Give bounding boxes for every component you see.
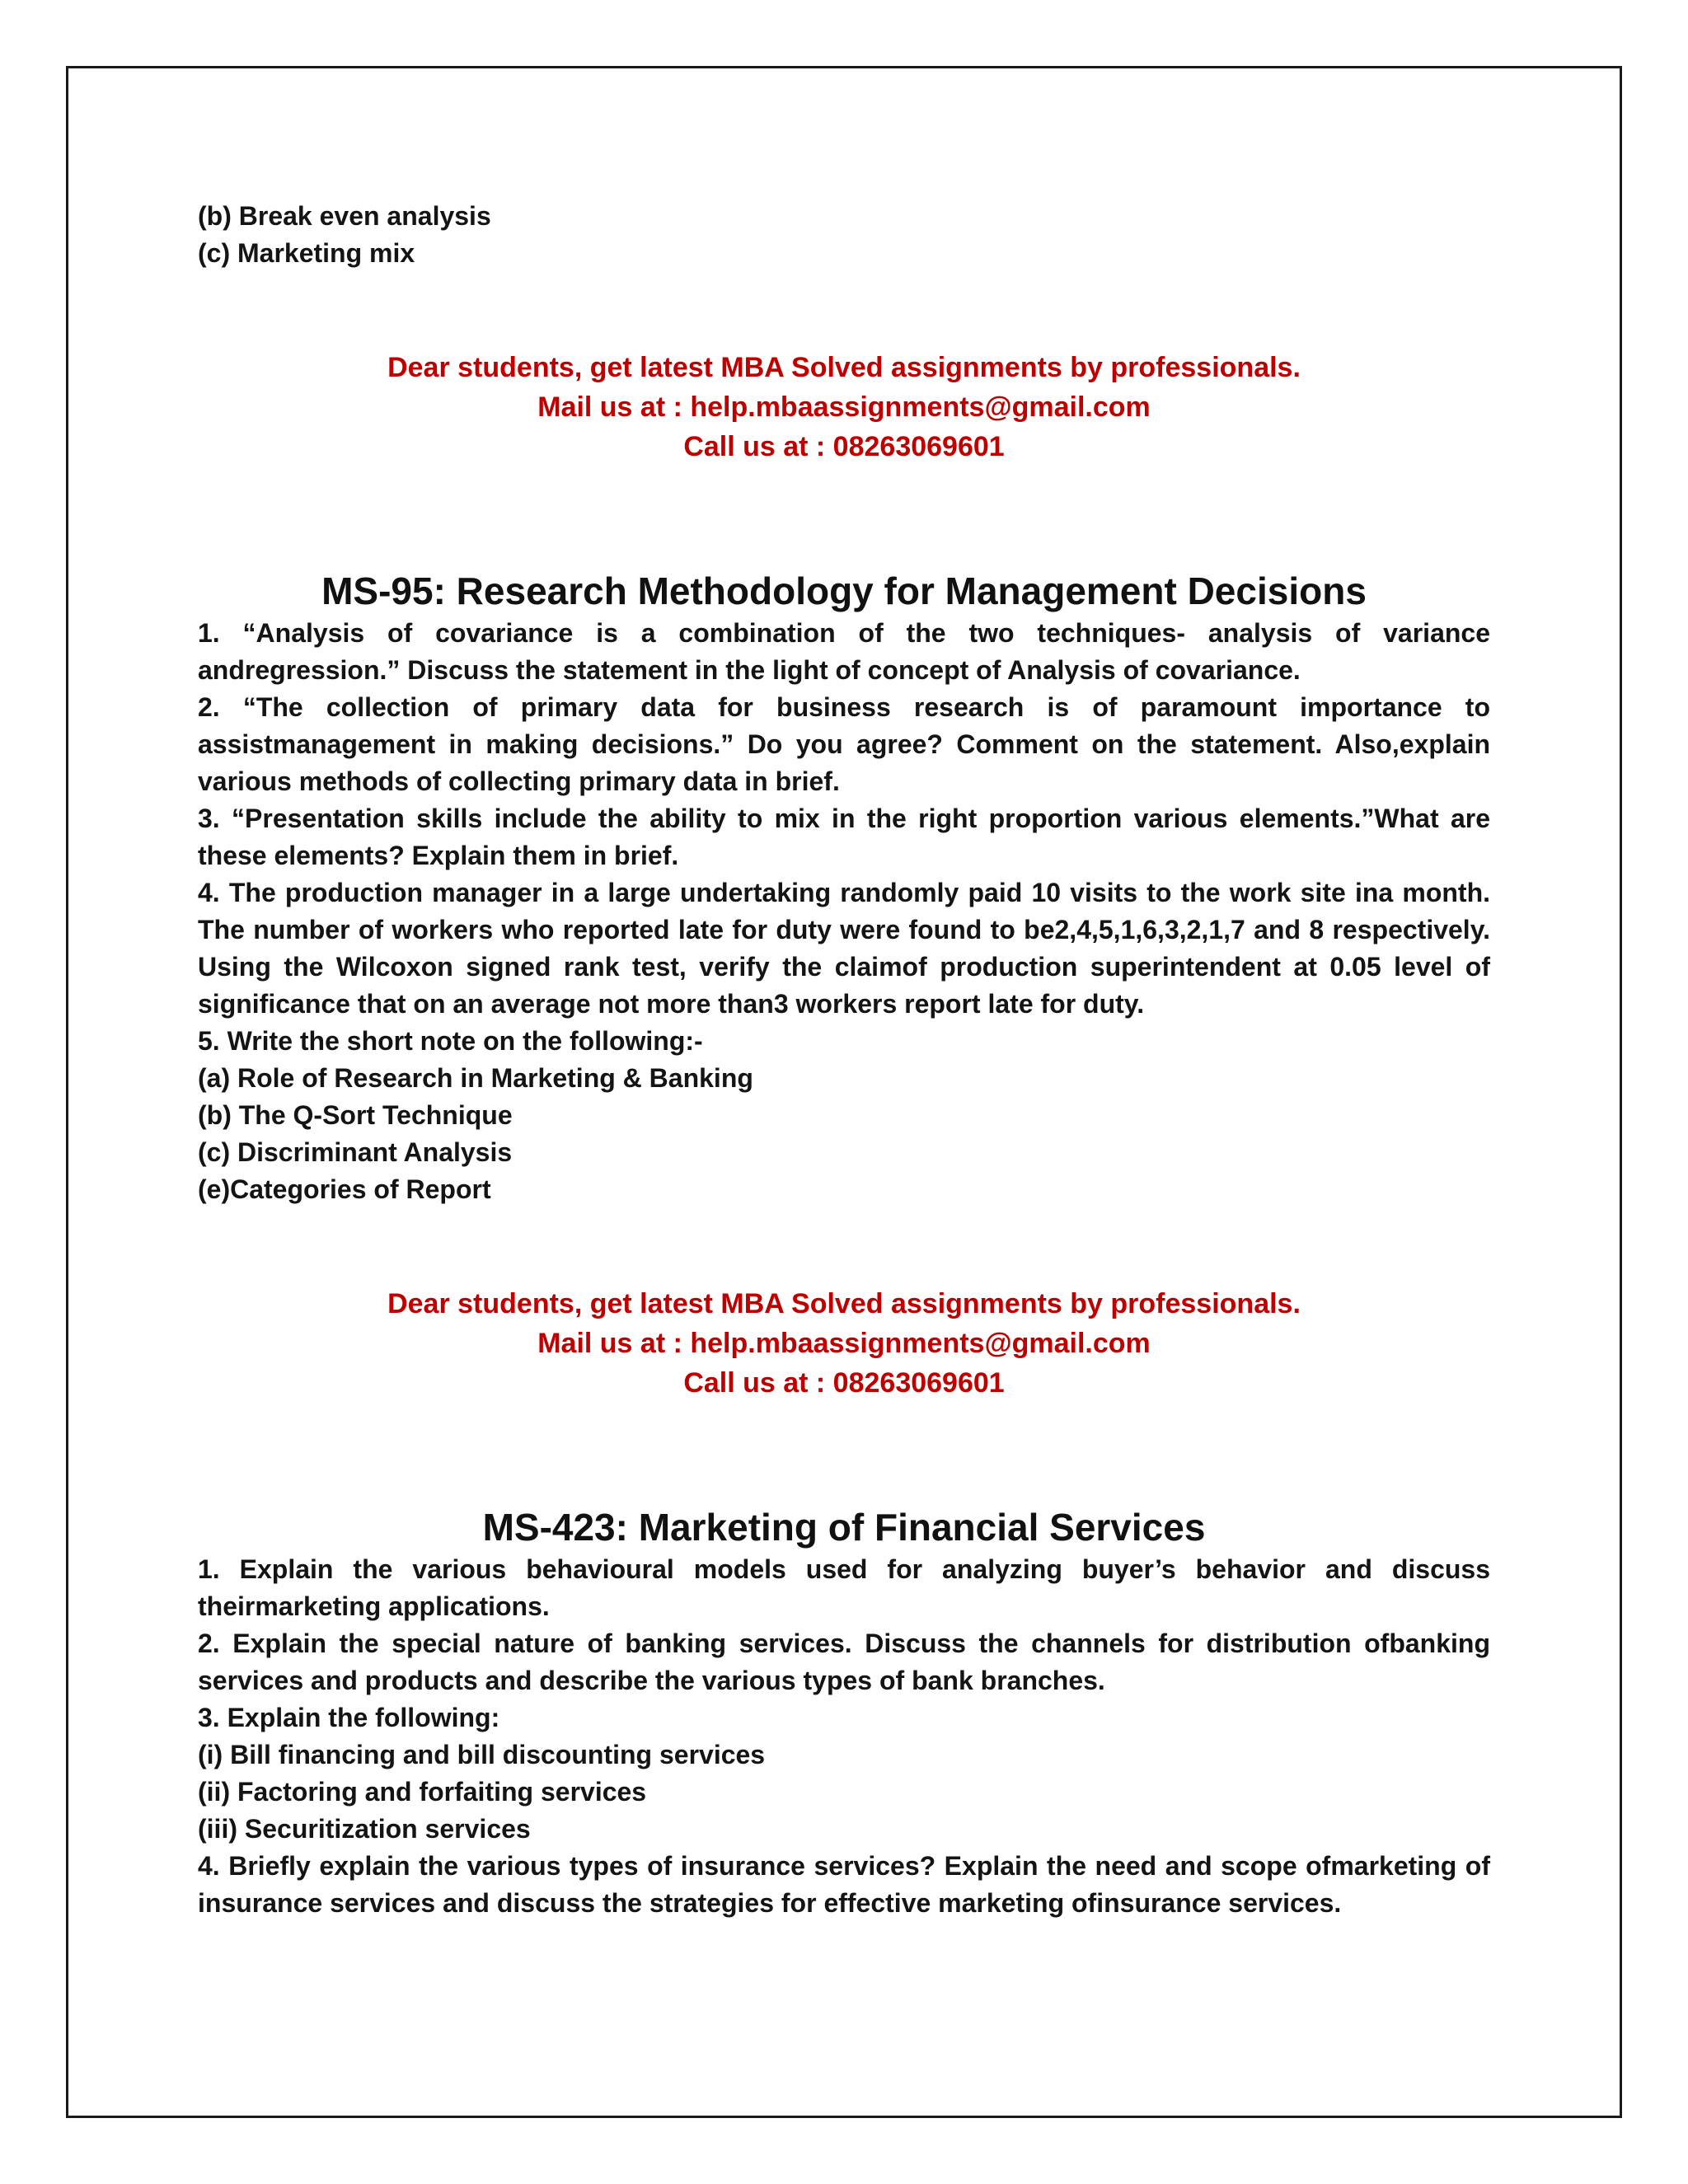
question-5: 5. Write the short note on the following:- [198, 1026, 703, 1056]
list-item: (i) Bill financing and bill discounting services [198, 1740, 766, 1769]
promo-phone: Call us at : 08263069601 [683, 1367, 1005, 1399]
promo-email: Mail us at : help.mbaassignments@gmail.com [537, 391, 1151, 423]
question-2: 2. “The collection of primary data for business research is of paramount importance to assistmanagement in making decisions.” Do you agree? Comment on the statement. Also,explain various methods of collecting primary data in brief. [198, 692, 1498, 796]
promo-headline: Dear students, get latest MBA Solved assignments by professionals. [387, 1288, 1301, 1319]
list-item: (ii) Factoring and forfaiting services [198, 1777, 647, 1807]
list-item: (e)Categories of Report [198, 1174, 491, 1204]
promo-block [198, 1284, 1490, 1403]
question-1: 1. Explain the various behavioural models used for analyzing buyer’s behavior and discuss theirmarketing applications. [198, 1554, 1498, 1621]
section-title-ms423: MS-423: Marketing of Financial Services [482, 1506, 1206, 1549]
promo-block [198, 348, 1490, 466]
list-item: (iii) Securitization services [198, 1814, 531, 1844]
promo-email: Mail us at : help.mbaassignments@gmail.com [537, 1328, 1151, 1359]
question-4: 4. Briefly explain the various types of insurance services? Explain the need and scope ofmarketing of insurance services and discuss the strategies for effective marketing ofinsurance services. [198, 1851, 1498, 1918]
promo-headline: Dear students, get latest MBA Solved assignments by professionals. [387, 352, 1301, 383]
list-item: (b) The Q-Sort Technique [198, 1100, 513, 1130]
list-item: (c) Marketing mix [198, 238, 415, 268]
document-body [198, 198, 1498, 1922]
list-item: (b) Break even analysis [198, 201, 491, 231]
question-3: 3. “Presentation skills include the ability to mix in the right proportion various elements.”What are these elements? Explain them in brief. [198, 804, 1498, 870]
question-3: 3. Explain the following: [198, 1703, 500, 1732]
section-title-ms95: MS-95: Research Methodology for Management Decisions [321, 569, 1367, 612]
promo-phone: Call us at : 08263069601 [683, 431, 1005, 462]
question-1: 1. “Analysis of covariance is a combination of the two techniques- analysis of variance andregression.” Discuss the statement in the light of concept of Analysis of covariance. [198, 618, 1498, 685]
list-item: (c) Discriminant Analysis [198, 1137, 513, 1167]
question-4: 4. The production manager in a large undertaking randomly paid 10 visits to the work site ina month. The number of workers who reported late for duty were found to be2,4,5,1,6,3,2,1,7 and 8 respectively. Using the Wilcoxon signed rank test, verify the claimof production superintendent at 0.05 level of significance that on an average not more than3 workers report late for duty. [198, 878, 1498, 1019]
question-2: 2. Explain the special nature of banking services. Discuss the channels for distribution ofbanking services and products and describe the various types of bank branches. [198, 1629, 1498, 1695]
list-item: (a) Role of Research in Marketing & Banking [198, 1063, 753, 1093]
